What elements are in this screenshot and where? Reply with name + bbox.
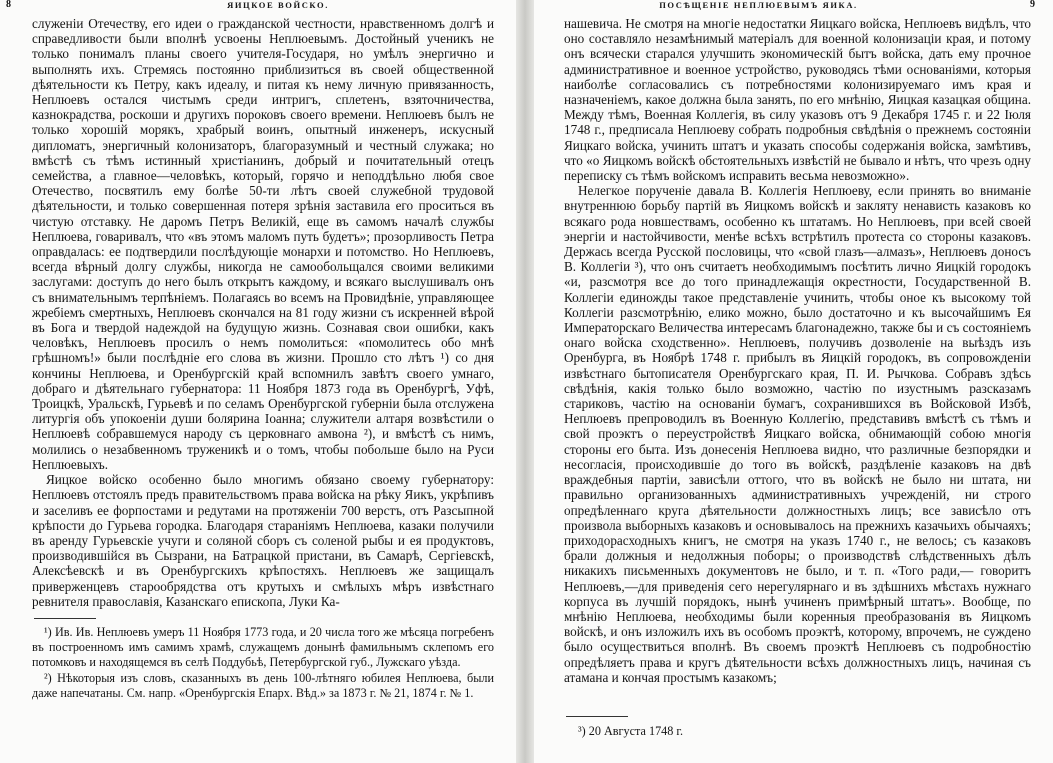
paragraph: Нелегкое порученіе давала В. Коллегія Неплюеву, если принять во вниманіе внутреннюю борьбу партій въ Яицкомъ войскѣ и закляту ненависть казаковъ ко всякаго рода новшествамъ, особенно къ штатамъ. Но Неплюевъ, при всей своей энергіи и настойчивости, менѣе всѣхъ встрѣтилъ протеста со стороны казаковъ. Держась всегда Русской пословицы, что «свой глазъ—алмазъ», Неплюевъ доносъ В. Коллегіи ³), что онъ считаетъ необходимымъ посѣтить лично Яицкій городокъ «и, разсмотря все до того принадлежащія окрестности, Государственной В. Коллегіи единожды такое представленіе учинить, чтобы оное къ высокому той Коллегіи разсмотрѣнію, елико можно, было достаточно и къ высочайшимъ Ея Императорскаго Величества интересамъ благонадежно, также бы и съ состояніемъ онаго войска сходственно». Неплюевъ, получивъ дозволеніе на выѣздъ изъ Оренбурга, въ Ноябрѣ 1748 г. прибылъ въ Яицкій городокъ, въ сопровожденіи извѣстнаго бытописателя Оренбургскаго края, П. И. Рычкова. Собравъ здѣсь свѣдѣнія, какія только было возможно, частію по изустнымъ разсказамъ стариковъ, частію на основаніи бумагъ, сохранившихся въ Войсковой Избѣ, Неплюевъ препроводилъ въ Военную Коллегію, представивъ вмѣстѣ съ тѣмъ и свой проэктъ о переустройствѣ Яицкаго войска, обнимающій собою многія стороны его быта. Изъ донесенія Неплюева видно, что различные безпорядки и несогласія, происходившіе до того въ войскѣ, раздѣленіе казаковъ на двѣ враждебныя партіи, зависѣли оттого, что въ войскѣ не было ни штата, ни правильно организованныхъ административныхъ учрежденій, ни строго опредѣленнаго круга дѣятельности должностныхъ лицъ; все зависѣло отъ произвола выборныхъ казаковъ и основывалось на прежнихъ казачьихъ обычаяхъ; приходорасходныхъ книгъ, не смотря на указъ 1740 г., не велось; съ казаковъ брали должныя и недолжныя поборы; о производствѣ слѣдственныхъ дѣлъ никакихъ письменныхъ документовъ не было, и т. п. «Того ради,— говоритъ Неплюевъ,—для приведенія сего нерегулярнаго и въ здѣшнихъ мѣстахъ нужнаго корпуса въ лучшій порядокъ, нынѣ учиненъ примѣрный штатъ». Вообще, по мнѣнію Неплюева, необходимы были коренныя преобразованія въ Яицкомъ войскѣ, и онъ изложилъ ихъ въ особомъ проэктѣ, которому, впрочемъ, не суждено было осуществиться вполнѣ. Въ своемъ проэктѣ Неплюевъ съ подробностію опредѣляетъ права и кругъ дѣятельности всѣхъ должностныхъ лицъ, начиная съ атамана и кончая простымъ казакомъ; xyxy=(564,183,1031,685)
left-page xyxy=(0,0,516,763)
paragraph: нашевича. Не смотря на многіе недостатки Яицкаго войска, Неплюевъ видѣлъ, что оно составляло незамѣнимый матеріалъ для военной колонизаціи края, и потому онъ всячески старался улучшить экономическій бытъ войска, дать ему прочное административное и военное устройство, руководясь тѣми основаніями, которыя наиболѣе согласовались съ потребностями колонизируемаго имъ края и назначеніемъ, какое должна была занять, по его мнѣнію, Яицкая казацкая община. Между тѣмъ, Военная Коллегія, въ силу указовъ отъ 9 Декабря 1745 г. и 22 Іюля 1748 г., предписала Неплюеву собрать подробныя свѣдѣнія о прежнемъ состояніи Яицкаго войска, учинить штатъ и указать способы содержанія войска, замѣтивъ, что «о Яицкомъ войскѣ обстоятельныхъ извѣстій не бывало и нѣтъ, что чрезъ одну переписку съ тѣмъ войскомъ исправить весьма невозможно». xyxy=(564,16,1031,184)
footnote-rule xyxy=(566,716,628,717)
footnotes xyxy=(566,724,1031,740)
footnote: ¹) Ив. Ив. Неплюевъ умеръ 11 Ноября 1773 года, и 20 числа того же мѣсяца погребенъ въ построенномъ имъ самимъ храмѣ, служащемъ донынѣ фамильнымъ склепомъ его потомковъ и находящемся въ селѣ Поддубьѣ, Петербургской губ., Лужскаго уѣзда. xyxy=(32,625,494,669)
running-head: ЯИЦКОЕ ВОЙСКО. xyxy=(227,0,329,10)
right-page xyxy=(534,0,1053,763)
page-number: 8 xyxy=(6,0,11,10)
footnote: ³) 20 Августа 1748 г. xyxy=(578,724,684,738)
body-text xyxy=(32,16,494,609)
paragraph: служеніи Отечеству, его идеи о гражданской честности, нравственномъ долгѣ и справедливости были вполнѣ усвоены Неплюевымъ. Достойный ученикъ не только понималъ планы своего учителя-Государя, но умѣлъ энергично и выполнять ихъ. Стремясь постоянно приблизиться въ своей общественной дѣятельности къ Петру, какъ идеалу, и питая къ нему личную привязанность, Неплюевъ остался чистымъ среди интригъ, сплетенъ, взяточничества, казнокрадства, роскоши и другихъ пороковъ своего времени. Неплюевъ былъ не только хорошій морякъ, храбрый воинъ, опытный инженеръ, искусный дипломатъ, энергичный колонизаторъ, благоразумный и честный служака; но вмѣстѣ съ тѣмъ истинный христіанинъ, добрый и почитательный отецъ семейства, а главное—человѣкъ, который, горячо и неподдѣльно любя свое Отечество, посвятилъ ему болѣе 50-ти лѣтъ своей служебной трудовой дѣятельности, и только совершенная потеря зрѣнія заставила его проситься въ чистую отставку. Не даромъ Петръ Великій, еще въ самомъ началѣ службы Неплюева, говаривалъ, что «въ этомъ маломъ путь будетъ»; прозорливость Петра оправдалась: ее подтвердили послѣдующіе монархи и потомство. Но Неплюевъ, всегда вѣрный долгу службы, никогда не самообольщался своими великими заслугами: доступъ до него былъ открытъ каждому, и всякаго выслушивалъ онъ съ внимательнымъ терпѣніемъ. Полагаясь во всемъ на Провидѣніе, управляющее жребіемъ смертныхъ, Неплюевъ скончался на 81 году жизни съ искренней вѣрой въ Бога и твердой надеждой на будущую жизнь. Сознавая свои ошибки, какъ человѣкъ, Неплюевъ просилъ о немъ помолиться: «помолитесь обо мнѣ грѣшномъ!» были послѣдніе его слова въ жизни. Прошло сто лѣтъ ¹) со дня кончины Неплюева, и Оренбургскій край вспомнилъ завѣтъ своего умнаго, добраго и дѣятельнаго губернатора: 11 Ноября 1873 года въ Оренбургѣ, Уфѣ, Троицкѣ, Уральскѣ, Гурьевѣ и по селамъ Оренбургской губерніи была отслужена литургія объ упокоеніи души болярина Іоанна; служители алтаря возвѣстили о Неплюевѣ собравшемуся народу съ церковнаго амвона ²), и вмѣстѣ съ нимъ, молились о незабвенномъ труженикѣ и о томъ, чтобы побольше было на Руси Неплюевыхъ. xyxy=(32,16,494,472)
body-text xyxy=(564,16,1031,685)
footnote-rule xyxy=(34,618,96,619)
page-number: 9 xyxy=(1030,0,1035,10)
footnotes xyxy=(32,625,494,702)
book-gutter xyxy=(516,0,534,763)
running-head: ПОСѢЩЕНІЕ НЕПЛЮЕВЫМЪ ЯИКА. xyxy=(659,0,858,10)
paragraph: Яицкое войско особенно было многимъ обязано своему губернатору: Неплюевъ отстоялъ предъ правительствомъ права войска на рѣку Яикъ, укрѣпивъ и заселивъ ее форпостами и редутами на протяженіи 700 верстъ, отъ Разсыпной крѣпости до Гурьева городка. Благодаря стараніямъ Неплюева, казаки получили въ аренду Гурьевскіе учуги и соляной сборъ съ соленой рыбы и ея продуктовъ, производившійся въ Сызрани, на Батрацкой пристани, въ Самарѣ, Сергіевскѣ, Алексѣевскѣ и въ Оренбургскихъ крѣпостяхъ. Неплюевъ же защищалъ приверженцевъ старообрядства отъ крутыхъ и смѣлыхъ мѣръ извѣстнаго ревнителя православія, Казанскаго епископа, Луки Ка- xyxy=(32,472,494,609)
footnote: ²) Нѣкоторыя изъ словъ, сказанныхъ въ день 100-лѣтняго юбилея Неплюева, были даже напечатаны. См. напр. «Оренбургскія Епарх. Вѣд.» за 1873 г. № 21, 1874 г. № 1. xyxy=(32,671,494,700)
